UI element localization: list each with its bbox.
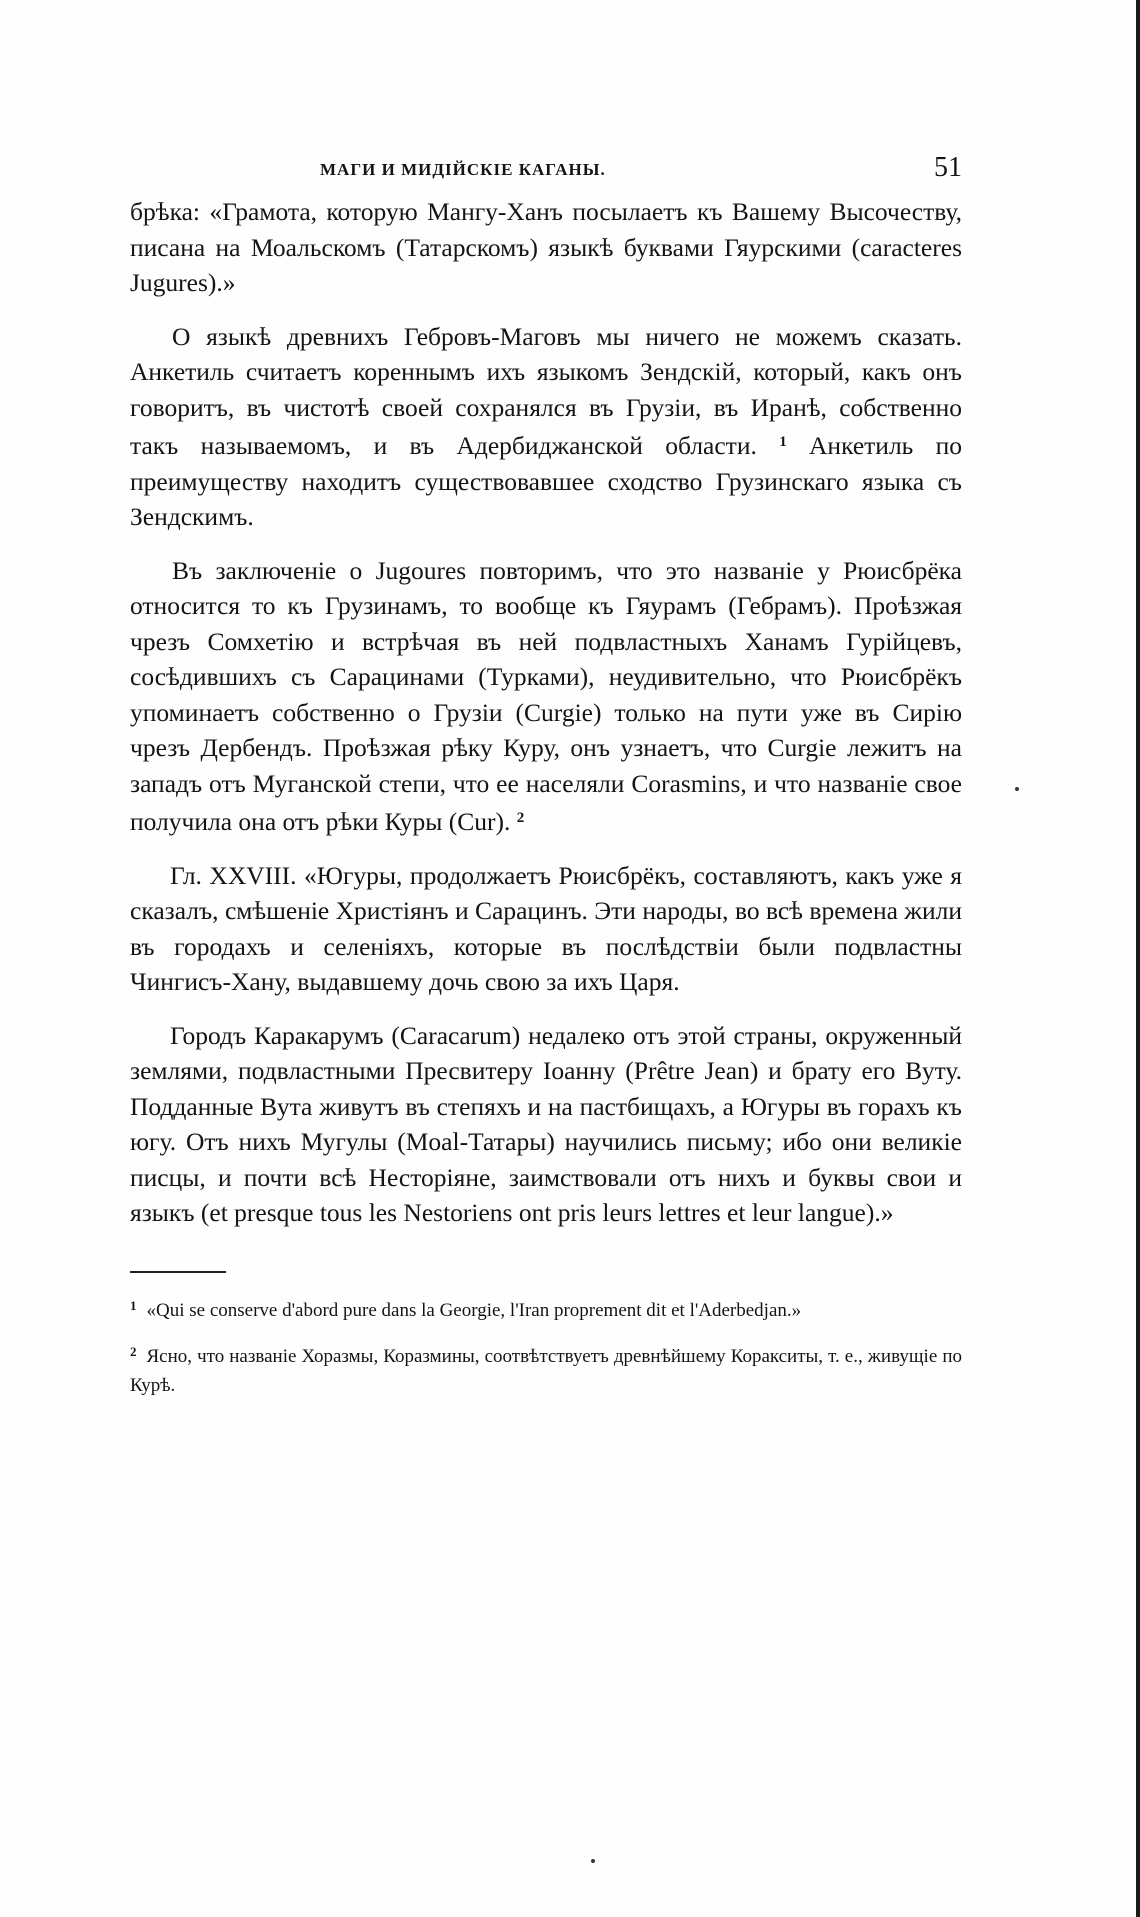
footnote-ref: 1: [779, 434, 787, 450]
paragraph: [130, 319, 962, 535]
footnotes: [130, 1291, 962, 1400]
footnote-mark: 2: [130, 1343, 137, 1359]
footnote-mark: 1: [130, 1297, 137, 1313]
page-header: [130, 150, 962, 194]
footnote-text: «Qui se conserve d'abord pure dans la Georgie, l'Iran proprement dit et l'Aderbedjan.»: [146, 1299, 802, 1321]
body-text: [130, 194, 962, 1231]
running-title: МАГИ И МИДІЙСКІЕ КАГАНЫ.: [320, 160, 606, 179]
paragraph: Гл. XXVIII. «Югуры, продолжаетъ Рюисбрёкъ, составляютъ, какъ уже я сказалъ, смѣшеніе Христіянъ и Сарацинъ. Эти народы, во всѣ времена жили въ городахъ и селеніяхъ, которые въ послѣдствіи были подвластны Чингисъ-Хану, выдавшему дочь свою за ихъ Царя.: [130, 860, 962, 996]
print-speck: [591, 1859, 595, 1863]
paragraph-text: Анкетиль по преимуществу находитъ существовавшее сходство Грузинскаго языка съ Зендскимъ.: [130, 431, 963, 531]
paragraph-text: О языкѣ древнихъ Гебровъ-Маговъ мы ничего не можемъ сказать. Анкетиль считаетъ кореннымъ ихъ языкомъ Зендскій, который, какъ онъ говоритъ, въ чистотѣ своей сохранялся въ Грузіи, въ Иранѣ, собственно такъ называемомъ, и въ Адербиджанской области.: [130, 321, 962, 460]
page-number: 51: [934, 152, 962, 183]
paragraph-text: Въ заключеніе о Jugoures повторимъ, что это названіе у Рюисбрёка относится то къ Грузинамъ, то вообще къ Гяурамъ (Гебрамъ). Проѣзжая чрезъ Сомхетію и встрѣчая въ ней подвластныхъ Ханамъ Гурійцевъ, сосѣдившихъ съ Сарацинами (Турками), неудивительно, что Рюисбрёкъ упоминаетъ собственно о Грузіи (Curgie) только на пути уже въ Сирію чрезъ Дербендъ. Проѣзжая рѣку Куру, онъ узнаетъ, что Curgie лежитъ на западъ отъ Муганской степи, что ее населяли Corasmins, и что названіе свое получила она отъ рѣки Куры (Cur).: [130, 555, 962, 836]
paragraph: [130, 553, 962, 840]
page-edge: [1136, 0, 1140, 1917]
footnote: [130, 1291, 962, 1325]
paragraph: Городъ Каракарумъ (Caracarum) недалеко отъ этой страны, окруженный землями, подвластными Пресвитеру Іоанну (Prêtre Jean) и брату его Вуту. Подданные Вута живутъ въ степяхъ и на пастбищахъ, а Югуры въ горахъ къ югу. Отъ нихъ Мугулы (Moal-Татары) научились письму; ибо они великіе писцы, и почти всѣ Несторіяне, заимствовали отъ нихъ и буквы свои и языкъ (et presque tous les Nestoriens ont pris leurs lettres et leur langue).»: [130, 1020, 962, 1227]
footnote-divider: [130, 1271, 226, 1273]
print-speck: [1015, 787, 1019, 791]
paragraph: брѣка: «Грамота, которую Мангу-Ханъ посылаетъ къ Вашему Высочеству, писана на Моальскомъ (Татарскомъ) языкѣ буквами Гяурскими (caracteres Jugures).»: [130, 197, 962, 297]
page: [130, 150, 962, 1412]
footnote-text: Ясно, что названіе Хоразмы, Коразмины, соотвѣтствуетъ древнѣйшему Коракситы, т. е., живущіе по Курѣ.: [130, 1345, 962, 1396]
footnote: [130, 1337, 962, 1400]
footnote-ref: 2: [516, 810, 525, 826]
